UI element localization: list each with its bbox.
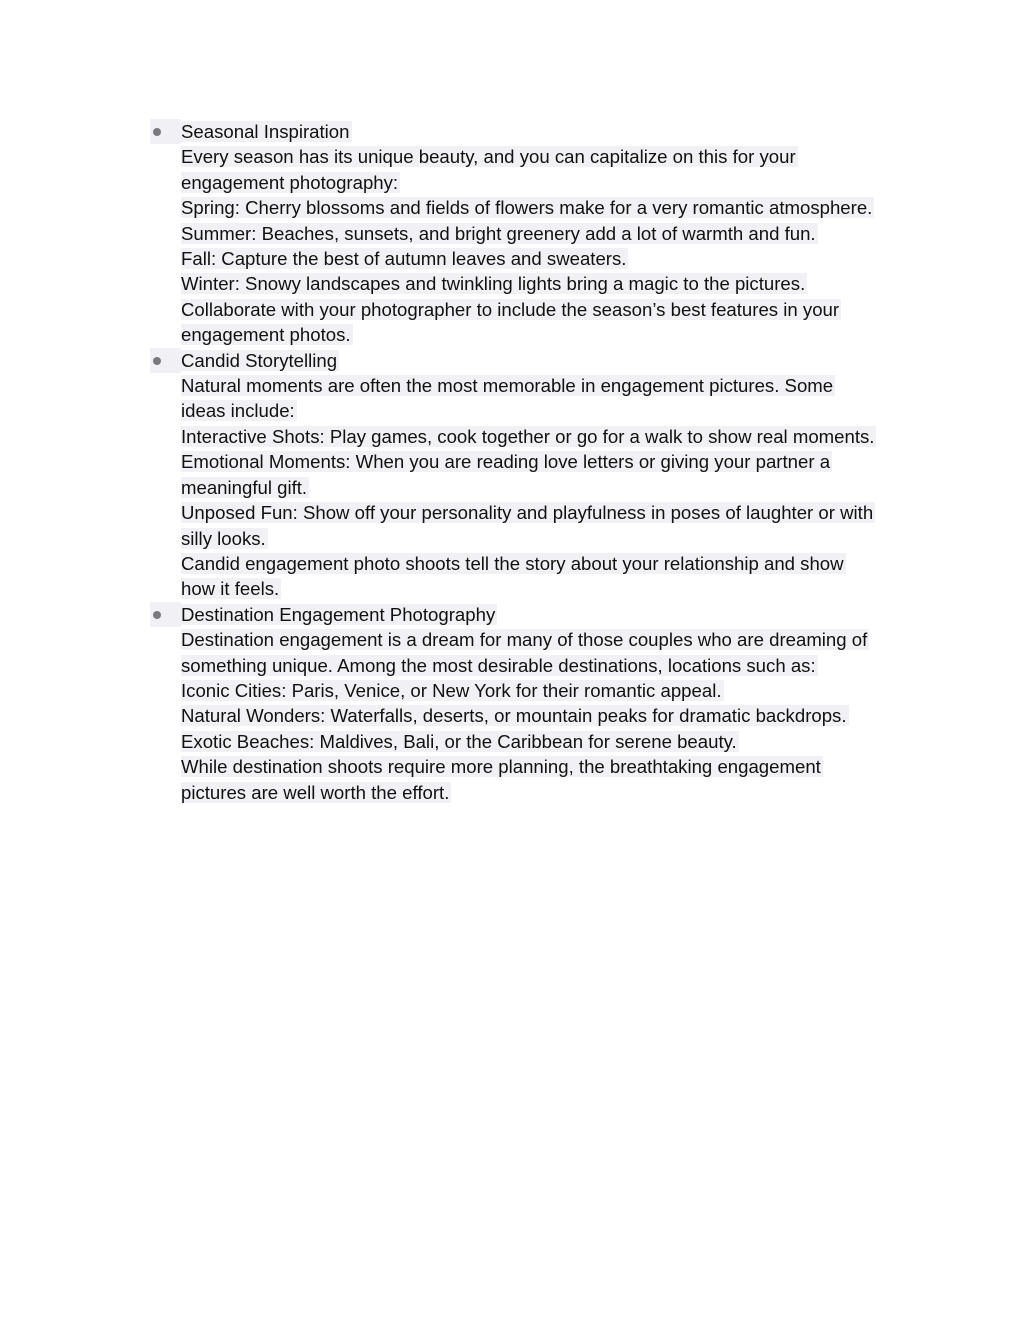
body-line: Winter: Snowy landscapes and twinkling lights bring a magic to the pictures. (181, 273, 806, 295)
bullet-icon (153, 357, 161, 365)
body-line: While destination shoots require more planning, the breathtaking engagement (181, 756, 821, 778)
body-line: Iconic Cities: Paris, Venice, or New York for their romantic appeal. (181, 679, 722, 701)
bullet-list (150, 119, 910, 805)
section-heading: Candid Storytelling (181, 349, 338, 371)
body-line: Exotic Beaches: Maldives, Bali, or the Caribbean for serene beauty. (181, 730, 737, 752)
body-line: engagement photos. (181, 324, 351, 346)
list-item-candid-storytelling (150, 348, 910, 602)
body-line: Unposed Fun: Show off your personality and playfulness in poses of laughter or with (181, 502, 874, 524)
body-line: Destination engagement is a dream for many of those couples who are dreaming of (181, 629, 868, 651)
body-line: Candid engagement photo shoots tell the story about your relationship and show (181, 552, 844, 574)
body-line: Emotional Moments: When you are reading love letters or giving your partner a (181, 451, 831, 473)
body-line: something unique. Among the most desirable destinations, locations such as: (181, 654, 816, 676)
body-line: Natural Wonders: Waterfalls, deserts, or mountain peaks for dramatic backdrops. (181, 705, 847, 727)
body-line: pictures are well worth the effort. (181, 781, 450, 803)
list-item-seasonal-inspiration (150, 119, 910, 348)
body-line: Interactive Shots: Play games, cook together or go for a walk to show real moments. (181, 425, 875, 447)
section-heading: Seasonal Inspiration (181, 121, 350, 142)
section-heading: Destination Engagement Photography (181, 603, 496, 625)
body-line: silly looks. (181, 527, 266, 549)
body-line: meaningful gift. (181, 476, 308, 498)
body-line: Spring: Cherry blossoms and fields of flowers make for a very romantic atmosphere. (181, 197, 873, 219)
body-line: Every season has its unique beauty, and you can capitalize on this for your (181, 146, 796, 168)
body-line: Natural moments are often the most memorable in engagement pictures. Some (181, 375, 834, 397)
body-line: Collaborate with your photographer to include the season’s best features in your (181, 298, 840, 320)
list-item-destination-engagement (150, 602, 910, 805)
bullet-icon (153, 611, 161, 619)
body-line: Summer: Beaches, sunsets, and bright greenery add a lot of warmth and fun. (181, 222, 816, 244)
body-line: how it feels. (181, 578, 280, 600)
bullet-icon (153, 128, 161, 136)
body-line: Fall: Capture the best of autumn leaves and sweaters. (181, 248, 627, 270)
body-line: engagement photography: (181, 171, 399, 193)
body-line: ideas include: (181, 400, 295, 422)
